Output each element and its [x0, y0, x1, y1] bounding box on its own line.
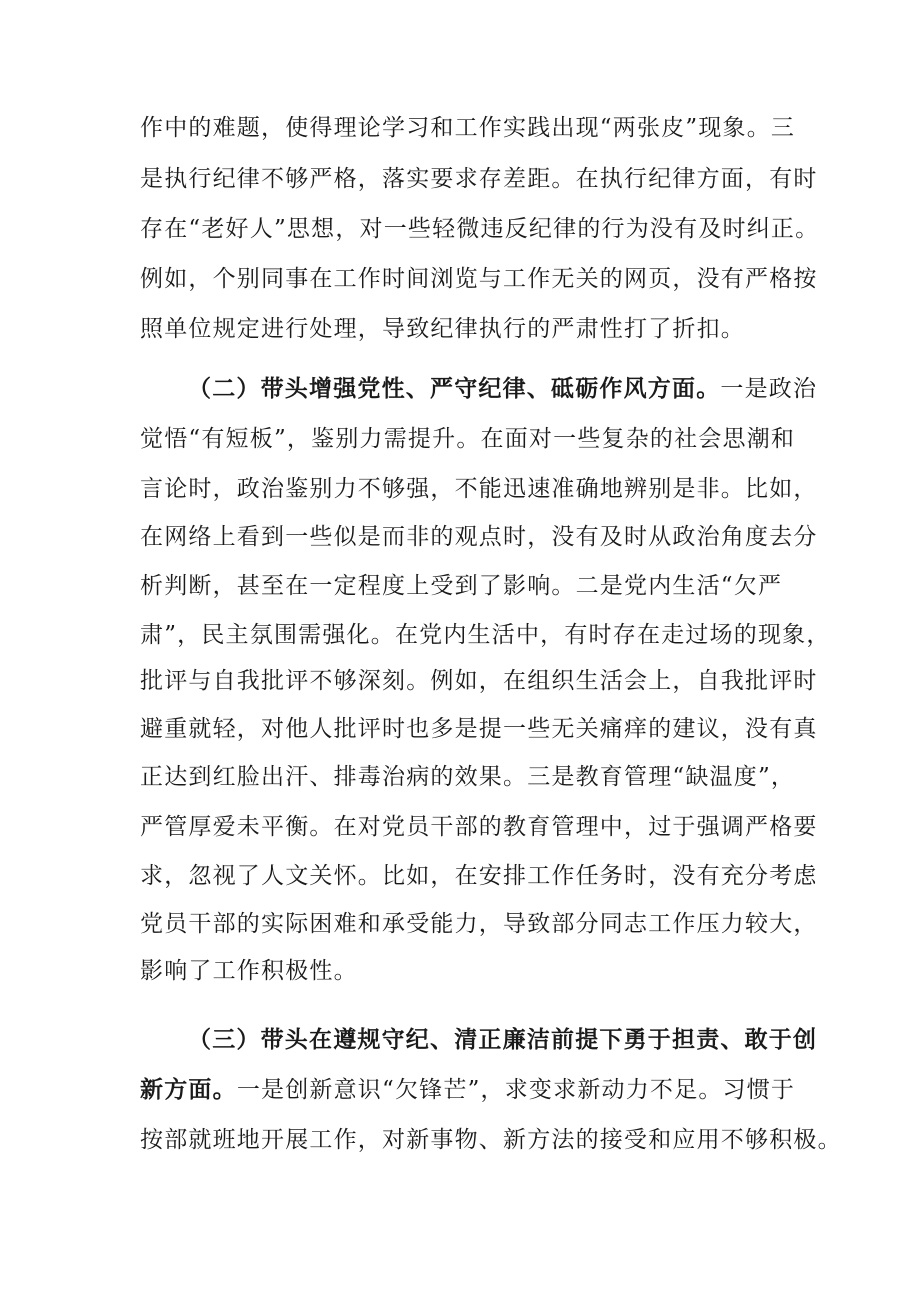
- text-line: 觉悟“有短板”，鉴别力需提升。在面对一些复杂的社会思潮和: [140, 426, 796, 452]
- text-line: 按部就班地开展工作，对新事物、新方法的接受和应用不够积极。: [140, 1127, 842, 1153]
- text-line: 严管厚爱未平衡。在对党员干部的教育管理中，过于强调严格要: [140, 814, 818, 840]
- text-line: 影响了工作积极性。: [140, 958, 358, 984]
- text-run: 一是创新意识“欠锋芒”，求变求新动力不足。习惯于: [236, 1077, 796, 1103]
- paragraph-3-second-line: [140, 1074, 795, 1106]
- text-line: 避重就轻，对他人批评时也多是提一些无关痛痒的建议，没有真: [140, 716, 818, 742]
- text-line: 作中的难题，使得理论学习和工作实践出现“两张皮”现象。三: [140, 115, 796, 141]
- text-line: 析判断，甚至在一定程度上受到了影响。二是党内生活“欠严: [140, 573, 783, 599]
- section-heading-3: （三）带头在遵规守纪、清正廉洁前提下勇于担责、敢于创: [188, 1026, 818, 1053]
- text-line: 肃”，民主氛围需强化。在党内生活中，有时存在走过场的现象，: [140, 622, 831, 648]
- text-line: 存在“老好人”思想，对一些轻微违反纪律的行为没有及时纠正。: [140, 216, 820, 242]
- text-line: 正达到红脸出汗、排毒治病的效果。三是教育管理“缺温度”，: [140, 764, 796, 790]
- text-line: 言论时，政治鉴别力不够强，不能迅速准确地辨别是非。比如，: [140, 476, 818, 502]
- text-line: 在网络上看到一些似是而非的观点时，没有及时从政治角度去分: [140, 524, 818, 550]
- paragraph-2-first-line: [188, 373, 817, 405]
- text-line: 是执行纪律不够严格，落实要求存差距。在执行纪律方面，有时: [140, 166, 818, 192]
- section-heading-3-end: 新方面。: [140, 1076, 237, 1103]
- text-line: 批评与自我批评不够深刻。例如，在组织生活会上，自我批评时: [140, 668, 818, 694]
- section-heading-2: （二）带头增强党性、严守纪律、砥砺作风方面。: [188, 375, 721, 402]
- text-line: 党员干部的实际困难和承受能力，导致部分同志工作压力较大，: [140, 911, 818, 937]
- text-run: 一是政治: [720, 376, 818, 402]
- text-line: 求，忽视了人文关怀。比如，在安排工作任务时，没有充分考虑: [140, 863, 818, 889]
- text-line: 照单位规定进行处理，导致纪律执行的严肃性打了折扣。: [140, 316, 745, 342]
- text-line: 例如，个别同事在工作时间浏览与工作无关的网页，没有严格按: [140, 266, 818, 292]
